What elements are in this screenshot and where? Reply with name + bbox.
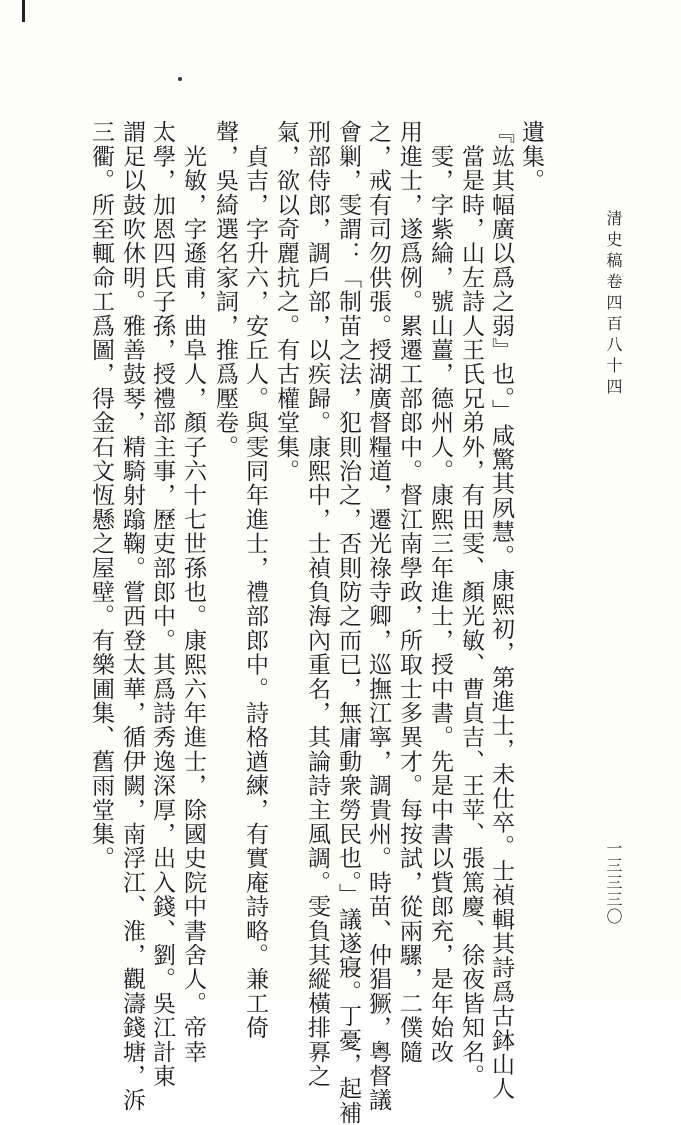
text-column: 刑部侍郎，調戶部，以疾歸。康熙中，士禎負海內重名，其論詩主風調。雯負其縱橫排奡之 <box>304 120 330 1088</box>
text-column: 謂足以鼓吹休明。雅善鼓琴，精騎射蹹鞠。嘗西登太華，循伊闕，南浮江、淮，觀濤錢塘，泝 <box>119 120 145 1113</box>
running-header-title: 清史稿卷四百八十四 <box>604 210 623 399</box>
ink-fleck <box>178 77 182 81</box>
text-column: 聲，吳綺選名家詞，推爲壓卷。 <box>212 120 238 459</box>
text-column: 貞吉，字升六，安丘人。與雯同年進士，禮部郎中。詩格遒練，有實庵詩略。兼工倚 <box>242 120 268 1040</box>
text-column: 之，戒有司勿供張。授湖廣督糧道，遷光祿寺卿，巡撫江寧，調貴州。時苗、仲猖獗，粵督議 <box>365 120 391 1113</box>
text-column: 光敏，字遜甫，曲阜人，顏子六十七世孫也。康熙六年進士，除國史院中書舍人。帝幸 <box>180 120 206 1064</box>
page-number: 一三三三〇 <box>604 840 623 925</box>
text-column: 氣，欲以奇麗抗之。有古權堂集。 <box>273 120 299 483</box>
scan-corner-mark <box>0 0 25 22</box>
text-column: 『竑其幅廣以爲之弱』也。」咸驚其夙慧。康熙初，第進士，未仕卒。士禎輯其詩爲古鉢山人 <box>488 120 514 1101</box>
text-column: 雯，字紫綸，號山薑，德州人。康熙三年進士，授中書。先是中書以貲郎充，是年始改 <box>427 120 453 1064</box>
text-column: 當是時，山左詩人王氏兄弟外，有田雯、顏光敏、曹貞吉、王苹、張篤慶、徐夜皆知名。 <box>458 120 484 1088</box>
text-column: 太學，加恩四氏子孫，授禮部主事，歷吏部郎中。其爲詩秀逸深厚，出入錢、劉。吳江計東 <box>149 120 175 1088</box>
text-column: 遺集。 <box>518 120 544 193</box>
text-column: 用進士，遂爲例。累遷工部郎中。督江南學政，所取士多異才。每按試，從兩騾，二僕隨 <box>396 120 422 1064</box>
text-column: 會剿，雯謂：「制苗之法，犯則治之，否則防之而已，無庸動衆勞民也。」議遂寢。丁憂，起補 <box>335 120 361 1125</box>
text-column: 三衢。所至輒命工爲圖，得金石文恆懸之屋壁。有樂圃集、舊雨堂集。 <box>88 120 114 871</box>
